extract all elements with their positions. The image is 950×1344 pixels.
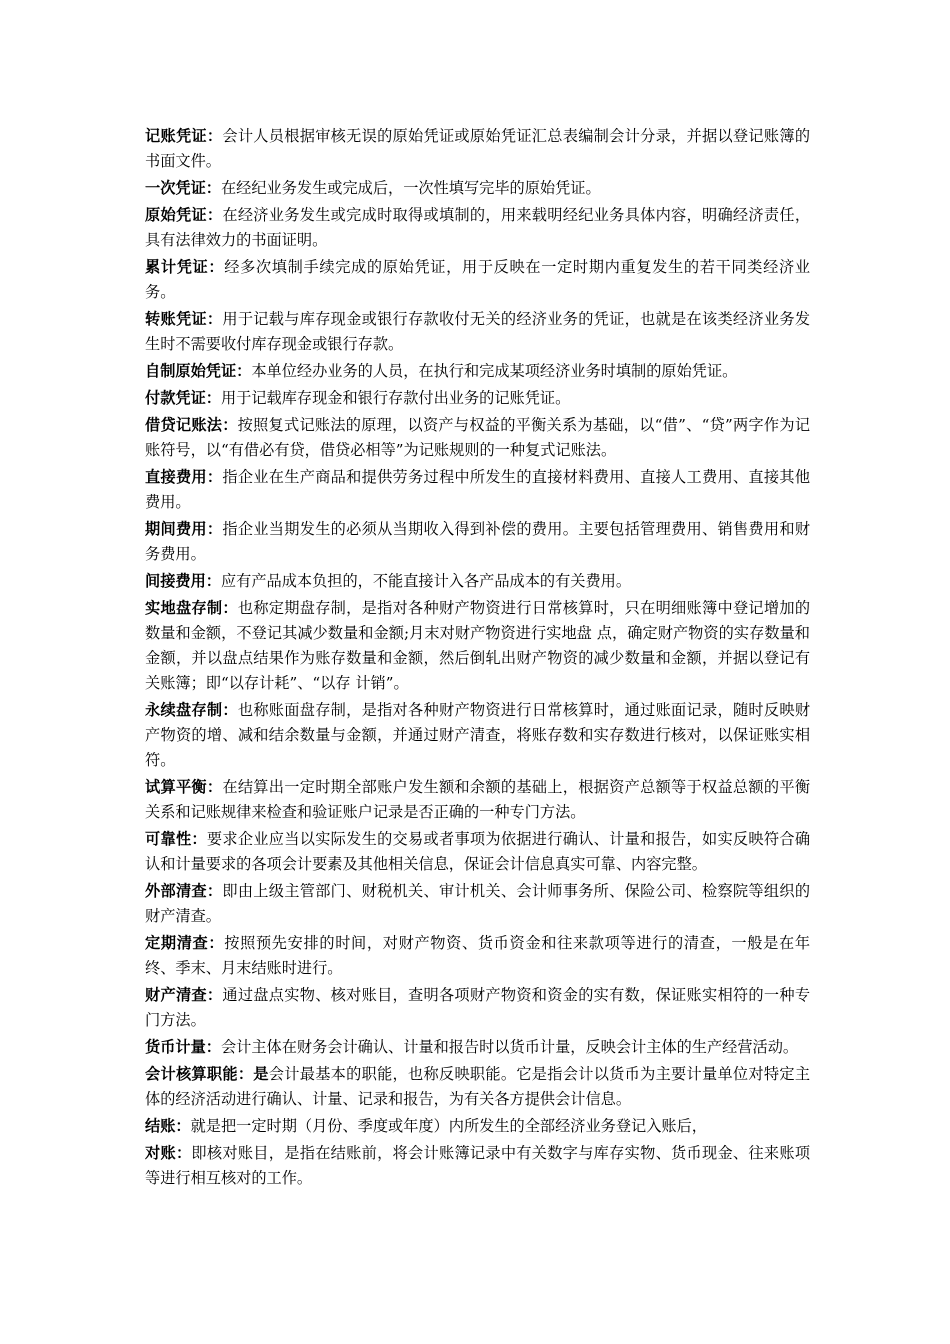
entry-definition: 指企业当期发生的必须从当期收入得到补偿的费用。主要包括管理费用、销售费用和财务费用。	[145, 520, 811, 563]
entry-payment-voucher	[145, 386, 810, 411]
entry-definition: 会计人员根据审核无误的原始凭证或原始凭证汇总表编制会计分录，并据以登记账簿的书面文件。	[145, 127, 811, 170]
entry-indirect-costs	[145, 569, 810, 594]
entry-definition: 本单位经办业务的人员，在执行和完成某项经济业务时填制的原始凭证。	[251, 362, 738, 380]
entry-definition: 指企业在生产商品和提供劳务过程中所发生的直接材料费用、直接人工费用、直接其他费用。	[145, 468, 811, 511]
entry-definition: 按照预先安排的时间，对财产物资、货币资金和往来款项等进行的清查，一般是在年终、季末、月末结账时进行。	[145, 934, 811, 977]
entry-definition: 会计主体在财务会计确认、计量和报告时以货币计量，反映会计主体的生产经营活动。	[220, 1038, 799, 1056]
entry-definition: 在经纪业务发生或完成后，一次性填写完毕的原始凭证。	[220, 179, 601, 197]
entry-definition: 在结算出一定时期全部账户发生额和余额的基础上，根据资产总额等于权益总额的平衡关系和记账规律来检查和验证账户记录是否正确的一种专门方法。	[145, 778, 811, 821]
entry-direct-costs	[145, 465, 810, 515]
entry-definition: 按照复式记账法的原理，以资产与权益的平衡关系为基础，以“借”、“贷”两字作为记账符号，以“有借必有贷，借贷必相等”为记账规则的一种复式记账法。	[145, 416, 811, 459]
entry-one-time-voucher	[145, 176, 810, 201]
entry-term: 永续盘存制：	[145, 701, 238, 719]
entry-term: 会计核算职能：是	[145, 1065, 269, 1083]
entry-definition: 用于记载与库存现金或银行存款收付无关的经济业务的凭证，也就是在该类经济业务发生时不需要收付库存现金或银行存款。	[145, 310, 811, 353]
entry-term: 外部清查：	[145, 882, 223, 900]
entry-term: 转账凭证：	[145, 310, 223, 328]
entry-term: 直接费用：	[145, 468, 223, 486]
entry-term: 定期清查：	[145, 934, 225, 952]
entry-term: 借贷记账法：	[145, 416, 238, 434]
entry-definition: 即由上级主管部门、财税机关、审计机关、会计师事务所、保险公司、检察院等组织的财产清查。	[145, 882, 811, 925]
entry-term: 记账凭证：	[145, 127, 223, 145]
entry-debit-credit-method	[145, 413, 810, 463]
entry-property-check	[145, 983, 810, 1033]
entry-periodic-check	[145, 931, 810, 981]
entry-term: 可靠性：	[145, 830, 207, 848]
entry-definition: 会计最基本的职能，也称反映职能。它是指会计以货币为主要计量单位对特定主体的经济活动进行确认、计量、记录和报告，为有关各方提供会计信息。	[145, 1065, 811, 1108]
entry-self-made-voucher	[145, 359, 810, 384]
entry-original-voucher	[145, 203, 810, 253]
entry-periodic-inventory	[145, 596, 810, 696]
entry-closing	[145, 1114, 810, 1139]
entry-definition: 即核对账目，是指在结账前，将会计账簿记录中有关数字与库存实物、货币现金、往来账项等进行相互核对的工作。	[145, 1144, 811, 1187]
entry-perpetual-inventory	[145, 698, 810, 773]
entry-reconciliation	[145, 1141, 810, 1191]
entry-term: 货币计量：	[145, 1038, 221, 1056]
entry-period-costs	[145, 517, 810, 567]
entry-cumulative-voucher	[145, 255, 810, 305]
entry-term: 付款凭证：	[145, 389, 221, 407]
entry-term: 结账：	[145, 1117, 191, 1135]
entry-accounting-function	[145, 1062, 810, 1112]
entry-definition: 要求企业应当以实际发生的交易或者事项为依据进行确认、计量和报告，如实反映符合确认和计量要求的各项会计要素及其他相关信息，保证会计信息真实可靠、内容完整。	[145, 830, 811, 873]
entry-term: 财产清查：	[145, 986, 223, 1004]
entry-definition: 也称账面盘存制，是指对各种财产物资进行日常核算时，通过账面记录，随时反映财产物资的增、减和结余数量与金额，并通过财产清查，将账存数和实存数进行核对，以保证账实相符。	[145, 701, 811, 769]
entry-definition: 应有产品成本负担的，不能直接计入各产品成本的有关费用。	[220, 572, 631, 590]
entry-definition: 就是把一定时期（月份、季度或年度）内所发生的全部经济业务登记入账后，	[190, 1117, 707, 1135]
document-body	[145, 124, 810, 1193]
entry-definition: 也称定期盘存制，是指对各种财产物资进行日常核算时，只在明细账簿中登记增加的数量和金额，不登记其减少数量和金额;月末对财产物资进行实地盘 点，确定财产物资的实存数量和金额，并以盘点结果作为账存数量和金额，然后倒轧出财产物资的减少数量和金额，并据以登记有关账簿；即“以存计耗”、“以存 计销”。	[145, 599, 811, 692]
entry-external-check	[145, 879, 810, 929]
entry-term: 间接费用：	[145, 572, 221, 590]
entry-reliability	[145, 827, 810, 877]
entry-monetary-measurement	[145, 1035, 810, 1060]
entry-term: 对账：	[145, 1144, 192, 1162]
entry-transfer-voucher	[145, 307, 810, 357]
entry-term: 期间费用：	[145, 520, 223, 538]
entry-term: 试算平衡：	[145, 778, 223, 796]
entry-term: 累计凭证：	[145, 258, 225, 276]
entry-definition: 用于记载库存现金和银行存款付出业务的记账凭证。	[220, 389, 571, 407]
entry-term: 自制原始凭证：	[145, 362, 252, 380]
entry-term: 实地盘存制：	[145, 599, 238, 617]
entry-term: 一次凭证：	[145, 179, 221, 197]
entry-definition: 通过盘点实物、核对账目，查明各项财产物资和资金的实有数，保证账实相符的一种专门方法。	[145, 986, 811, 1029]
entry-voucher	[145, 124, 810, 174]
entry-trial-balance	[145, 775, 810, 825]
entry-definition: 经多次填制手续完成的原始凭证，用于反映在一定时期内重复发生的若干同类经济业务。	[145, 258, 811, 301]
entry-definition: 在经济业务发生或完成时取得或填制的，用来载明经纪业务具体内容，明确经济责任，具有法律效力的书面证明。	[145, 206, 811, 249]
entry-term: 原始凭证：	[145, 206, 223, 224]
